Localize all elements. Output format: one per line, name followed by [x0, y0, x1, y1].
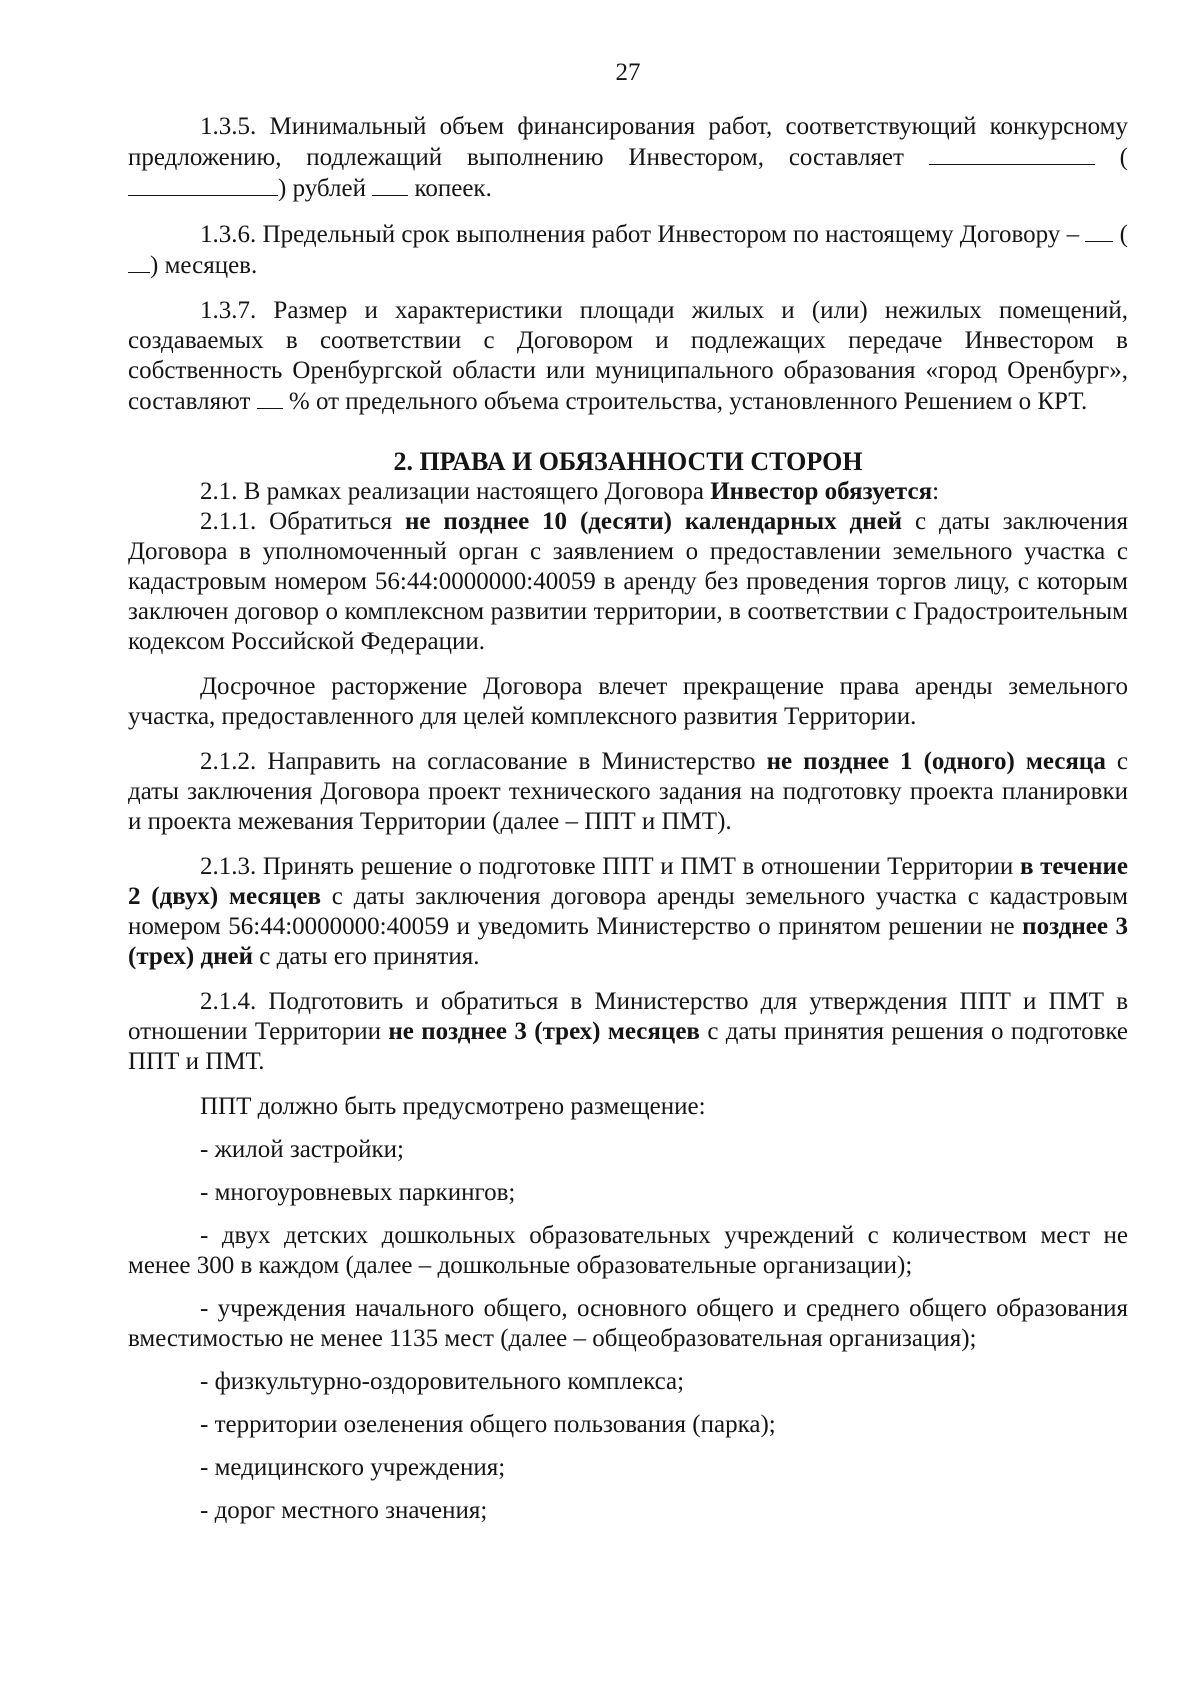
list-item: - многоуровневых паркингов; [200, 1179, 516, 1206]
clause-1-3-7 [128, 296, 1128, 417]
rubles-text: ) рублей [278, 175, 366, 202]
list-item: - двух детских дошкольных образовательных учреждений с количеством мест не менее 300 в каждом (далее – дошкольные образовательные организации); [128, 1222, 1128, 1279]
clause-2-1-3 [128, 852, 1128, 972]
kopecks-blank [372, 173, 408, 196]
clause-2-1-bold: Инвестор обязуется [710, 478, 933, 505]
section-2-title: 2. ПРАВА И ОБЯЗАННОСТИ СТОРОН [393, 447, 863, 476]
list-item: - учреждения начального общего, основного общего и среднего общего образования вместимостью не менее 1135 мест (далее – общеобразовательная организация); [128, 1295, 1128, 1352]
clause-2-1-colon: : [932, 478, 940, 505]
clause-1-3-7-text: 1.3.7. Размер и характеристики площади жилых и (или) нежилых помещений, создаваемых в соответствии с Договором и подлежащих передаче Инвестором в собственность Оренбургской области или муниципального образования «город Оренбург», составляют [128, 297, 1128, 415]
clause-2-1-3-bold: в течение 2 (двух) месяцев [128, 853, 1129, 910]
clause-2-1-1 [128, 507, 1128, 657]
clause-2-1-2-rest: с даты заключения Договора проект технического задания на подготовку проекта планировки и проекта межевания Территории (далее – ППТ и ПМТ). [128, 748, 1129, 835]
clause-1-3-6 [128, 219, 1128, 281]
clause-2-1-2-text: 2.1.2. Направить на согласование в Министерство [200, 748, 756, 775]
clause-2-1-1-text: 2.1.1. Обратиться [200, 508, 393, 535]
months-blank [1085, 219, 1113, 242]
clause-1-3-6-text: 1.3.6. Предельный срок выполнения работ Инвестором по настоящему Договору – [200, 221, 1080, 248]
clause-2-1-4-text: 2.1.4. Подготовить и обратиться в Министерство для утверждения ППТ и ПМТ в отношении Территории [128, 988, 1128, 1045]
paren-open-months: ( [1119, 221, 1128, 248]
list-item: - территории озеленения общего пользования (парка); [200, 1411, 776, 1438]
clause-1-3-5 [128, 112, 1128, 204]
paren-open: ( [1119, 144, 1128, 171]
clause-2-1-3-bold-2: позднее 3 (трех) дней [128, 913, 1129, 970]
clause-2-1-3-end: с даты его принятия. [259, 943, 480, 970]
percent-blank [257, 386, 283, 409]
amount-words-blank [128, 173, 278, 196]
early-termination: Досрочное расторжение Договора влечет прекращение права аренды земельного участка, предоставленного для целей комплексного развития Территории. [128, 673, 1128, 730]
clause-2-1-2 [128, 747, 1128, 837]
list-item: - дорог местного значения; [200, 1497, 488, 1524]
list-item: - физкультурно-оздоровительного комплекса; [200, 1368, 685, 1395]
clause-2-1-2-bold: не позднее 1 (одного) месяца [766, 748, 1106, 775]
months-text: ) месяцев. [150, 252, 258, 279]
amount-blank [929, 142, 1095, 165]
clause-2-1-4-rest: с даты принятия решения о подготовке ППТ и ПМТ. [128, 1018, 1129, 1075]
list-item: - медицинского учреждения; [200, 1454, 506, 1481]
months-words-blank [128, 250, 150, 273]
clause-2-1-4 [128, 987, 1128, 1077]
clause-2-1-text: 2.1. В рамках реализации настоящего Договора [200, 478, 704, 505]
page-number: 27 [615, 59, 641, 86]
clause-2-1-1-rest: с даты заключения Договора в уполномоченный орган с заявлением о предоставлении земельного участка с кадастровым номером 56:44:0000000:40059 в аренду без проведения торгов лицу, с которым заключен договор о комплексном развитии территории, в соответствии с Градостроительным кодексом Российской Федерации. [128, 508, 1129, 655]
clause-2-1-1-bold: не позднее 10 (десяти) календарных дней [405, 508, 903, 535]
list-item: - жилой застройки; [200, 1136, 404, 1163]
clause-1-3-5-text: 1.3.5. Минимальный объем финансирования работ, соответствующий конкурсному предложению, подлежащий выполнению Инвестором, составляет [128, 113, 1128, 171]
clause-1-3-7-rest: % от предельного объема строительства, установленного Решением о КРТ. [288, 388, 1088, 415]
clause-2-1 [128, 477, 1128, 507]
clause-2-1-3-rest: с даты заключения договора аренды земельного участка с кадастровым номером 56:44:0000000:40059 и уведомить Министерство о принятом решении не [128, 883, 1128, 940]
clause-2-1-3-text: 2.1.3. Принять решение о подготовке ППТ и ПМТ в отношении Территории [200, 853, 1014, 880]
kopecks-text: копеек. [414, 175, 492, 202]
clause-2-1-4-bold: не позднее 3 (трех) месяцев [388, 1018, 700, 1045]
ppt-intro: ППТ должно быть предусмотрено размещение: [200, 1093, 706, 1120]
